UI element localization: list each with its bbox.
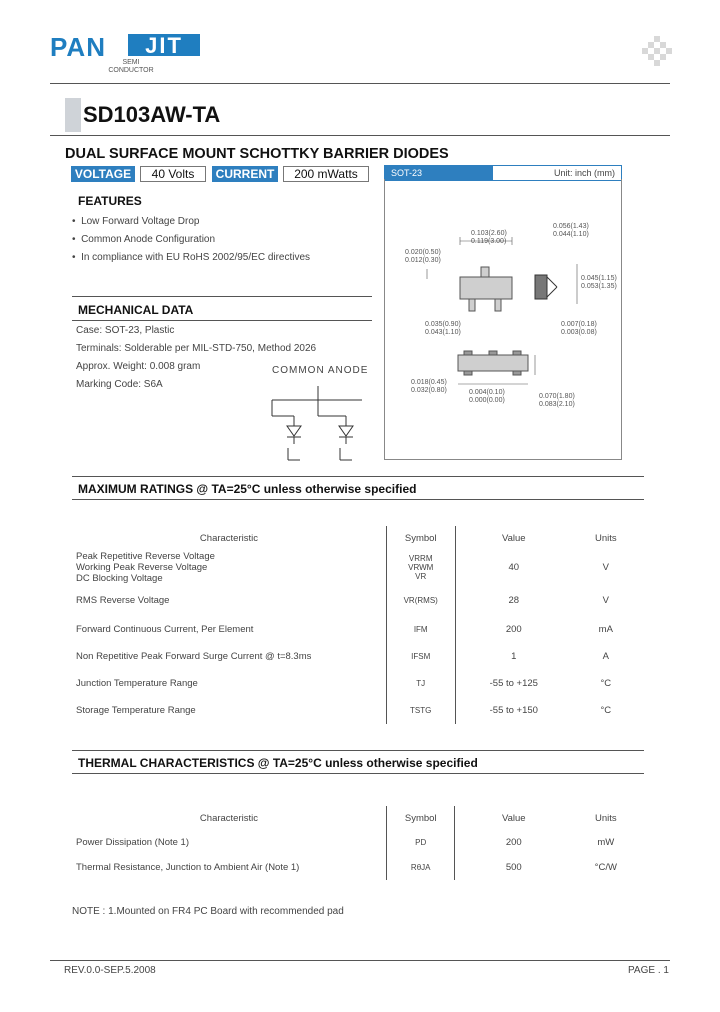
sot23-outline-drawing (385, 179, 621, 459)
value-cell: 1 (511, 651, 517, 662)
value-cell: 28 (508, 594, 520, 606)
table-row (72, 550, 640, 584)
common-anode-diagram-icon (262, 380, 372, 464)
dimension-label: 0.007(0.18) (561, 321, 597, 328)
footer-rule (50, 960, 670, 961)
mechanical-item: Terminals: Solderable per MIL-STD-750, Method 2026 (76, 343, 317, 354)
unit-cell: °C (600, 705, 612, 716)
logo-text-left: PAN (50, 32, 106, 62)
symbol-cell: IFM (386, 616, 455, 643)
unit-cell: °C/W (594, 861, 617, 873)
mechanical-heading: MECHANICAL DATA (78, 303, 194, 317)
dimension-label: 0.119(3.00) (471, 238, 507, 245)
section-rule (72, 773, 644, 774)
current-value: 200 mWatts (283, 166, 369, 182)
symbol-cell: TJ (386, 670, 455, 697)
dimension-label: 0.053(1.35) (581, 283, 617, 290)
characteristic-cell (72, 550, 386, 584)
dimension-label: 0.000(0.00) (469, 397, 505, 404)
symbol-cell: VR(RMS) (386, 584, 455, 616)
column-header: Characteristic (199, 812, 258, 824)
table-row (72, 854, 640, 880)
column-header: Value (502, 532, 526, 544)
title-rule (50, 135, 670, 136)
feature-text: In compliance with EU RoHS 2002/95/EC directives (81, 252, 311, 263)
revision-label: REV.0.0-SEP.5.2008 (64, 965, 156, 976)
unit-cell: mA (598, 624, 613, 635)
dimension-label: 0.012(0.30) (405, 257, 441, 264)
thermal-table (72, 806, 640, 880)
schematic-caption: COMMON ANODE (272, 365, 369, 376)
unit-cell: A (602, 651, 609, 662)
characteristic-cell: Thermal Resistance, Junction to Ambient Air (Note 1) (76, 861, 300, 873)
feature-text: Low Forward Voltage Drop (81, 216, 200, 227)
column-header: Units (594, 812, 617, 824)
voltage-label: VOLTAGE (71, 166, 135, 182)
feature-text: Common Anode Configuration (81, 234, 216, 245)
package-drawing (384, 179, 622, 460)
dimension-label: 0.045(1.15) (581, 275, 617, 282)
symbol-cell: PD (386, 830, 455, 854)
value-cell: 200 (505, 836, 522, 848)
characteristic-cell: Power Dissipation (Note 1) (76, 836, 189, 848)
logo-sub-line: CONDUCTOR (108, 67, 154, 74)
part-number: SD103AW-TA (83, 102, 221, 127)
dimension-label: 0.020(0.50) (405, 249, 441, 256)
dimension-label: 0.035(0.90) (425, 321, 461, 328)
column-header: Symbol (386, 806, 455, 830)
table-row (72, 830, 640, 854)
mechanical-item: Approx. Weight: 0.008 gram (76, 361, 201, 372)
symbol-line: VRWM (408, 562, 434, 572)
symbol-cell: TSTG (386, 697, 455, 724)
feature-item: • In compliance with EU RoHS 2002/95/EC directives (72, 252, 311, 263)
dimension-label: 0.043(1.10) (425, 329, 461, 336)
dimension-label: 0.083(2.10) (539, 401, 575, 408)
package-unit: Unit: inch (mm) (553, 168, 615, 178)
dimension-label: 0.103(2.60) (471, 230, 507, 237)
current-label: CURRENT (212, 166, 278, 182)
dimension-label: 0.003(0.08) (561, 329, 597, 336)
unit-cell: V (602, 594, 609, 606)
decorative-dots-icon (642, 36, 672, 66)
table-row (72, 616, 640, 643)
value-cell: 200 (505, 624, 522, 635)
characteristic-line: DC Blocking Voltage (76, 572, 163, 584)
dimension-label: 0.056(1.43) (553, 223, 589, 230)
characteristic-line: Working Peak Reverse Voltage (76, 561, 208, 573)
value-cell: -55 to +125 (489, 678, 538, 689)
section-rule (72, 499, 644, 500)
column-header: Units (594, 532, 617, 544)
features-heading: FEATURES (78, 194, 142, 208)
dimension-label: 0.018(0.45) (411, 379, 447, 386)
footnote: NOTE : 1.Mounted on FR4 PC Board with recommended pad (72, 906, 344, 917)
symbol-line: VRRM (408, 553, 433, 563)
feature-item: • Common Anode Configuration (72, 234, 216, 245)
logo-text-right: JIT (128, 34, 200, 56)
thermal-heading: THERMAL CHARACTERISTICS @ TA=25°C unless otherwise specified (78, 756, 478, 770)
column-header: Symbol (386, 526, 455, 550)
symbol-cell (386, 550, 455, 584)
page-number: PAGE . 1 (628, 965, 669, 976)
column-header: Value (501, 812, 526, 824)
mechanical-item: Marking Code: S6A (76, 379, 163, 390)
section-rule (72, 476, 644, 477)
mechanical-rule (72, 320, 372, 321)
mechanical-rule (72, 296, 372, 297)
characteristic-cell: Junction Temperature Range (76, 678, 198, 689)
mechanical-item: Case: SOT-23, Plastic (76, 325, 175, 336)
characteristic-cell: RMS Reverse Voltage (76, 594, 170, 606)
dimension-label: 0.032(0.80) (411, 387, 447, 394)
table-header-row (72, 806, 640, 830)
dimension-label: 0.044(1.10) (553, 231, 589, 238)
characteristic-line: Peak Repetitive Reverse Voltage (76, 550, 215, 562)
unit-cell: V (602, 561, 609, 573)
max-ratings-heading: MAXIMUM RATINGS @ TA=25°C unless otherwise specified (78, 482, 417, 496)
table-header-row (72, 526, 640, 550)
characteristic-cell: Storage Temperature Range (76, 705, 196, 716)
column-header: Characteristic (199, 532, 258, 544)
table-row (72, 670, 640, 697)
characteristic-cell: Forward Continuous Current, Per Element (76, 624, 254, 635)
symbol-cell: RθJA (386, 854, 455, 880)
header-rule (50, 83, 670, 84)
package-name: SOT-23 (385, 166, 493, 180)
value-cell: 40 (508, 561, 520, 573)
document-title: DUAL SURFACE MOUNT SCHOTTKY BARRIER DIODES (65, 146, 449, 162)
table-row (72, 697, 640, 724)
dimension-label: 0.070(1.80) (539, 393, 575, 400)
table-row (72, 643, 640, 670)
value-cell: -55 to +150 (489, 705, 538, 716)
logo-subtitle (106, 59, 156, 75)
table-row (72, 584, 640, 616)
value-cell: 500 (505, 861, 522, 873)
feature-item: • Low Forward Voltage Drop (72, 216, 200, 227)
characteristic-cell: Non Repetitive Peak Forward Surge Current @ t=8.3ms (76, 651, 312, 662)
unit-cell: °C (600, 678, 612, 689)
dimension-label: 0.004(0.10) (469, 389, 505, 396)
max-ratings-table (72, 526, 640, 724)
section-rule (72, 750, 644, 751)
title-accent-bar (65, 98, 81, 132)
logo-sub-line: SEMI (122, 59, 140, 66)
symbol-line: VR (415, 571, 427, 581)
voltage-value: 40 Volts (140, 166, 206, 182)
unit-cell: mW (597, 836, 615, 848)
symbol-cell: IFSM (386, 643, 455, 670)
